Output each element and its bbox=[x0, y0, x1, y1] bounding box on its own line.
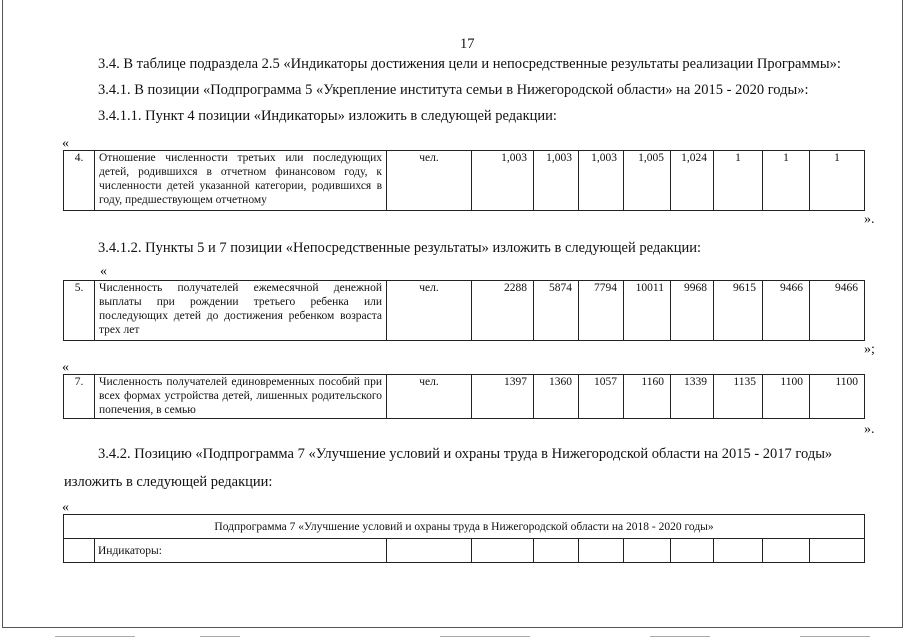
value-cell bbox=[579, 539, 624, 563]
value-cell: 10011 bbox=[624, 281, 671, 341]
row-unit: чел. bbox=[387, 281, 472, 341]
close-quote: ». bbox=[864, 212, 875, 227]
open-quote: « bbox=[62, 500, 69, 515]
table-row bbox=[64, 375, 865, 419]
section-3-4-2: 3.4.2. Позицию «Подпрограмма 7 «Улучшение условий и охраны труда в Нижегородской области на 2015 - 2017 годы» bbox=[98, 446, 833, 462]
value-cell bbox=[671, 539, 714, 563]
subprogram-7-table bbox=[63, 514, 865, 563]
value-cell: 1,003 bbox=[534, 151, 579, 211]
value-cell: 7794 bbox=[579, 281, 624, 341]
row-number: 4. bbox=[64, 151, 95, 211]
value-cell: 1,003 bbox=[579, 151, 624, 211]
row-unit: чел. bbox=[387, 375, 472, 419]
page-border-right bbox=[902, 0, 903, 628]
value-cell: 9466 bbox=[810, 281, 865, 341]
page-number: 17 bbox=[460, 36, 475, 52]
page-border-left bbox=[2, 0, 3, 628]
scan-artifact bbox=[650, 636, 710, 637]
row-description: Отношение численности третьих или последующих детей, родившихся в отчетном финансовом году, к численности детей указанной категории, родившихся в году, предшествующем отчетному bbox=[95, 151, 387, 211]
value-cell: 1339 bbox=[671, 375, 714, 419]
value-cell: 1057 bbox=[579, 375, 624, 419]
value-cell bbox=[714, 539, 763, 563]
page-border-bottom bbox=[2, 627, 903, 628]
result-table-7 bbox=[63, 374, 865, 419]
section-3-4: 3.4. В таблице подраздела 2.5 «Индикаторы достижения цели и непосредственные результаты реализации Программы»: bbox=[98, 56, 841, 72]
scan-artifact bbox=[440, 636, 530, 637]
value-cell: 2288 bbox=[472, 281, 534, 341]
open-quote: « bbox=[100, 264, 107, 279]
value-cell: 1,005 bbox=[624, 151, 671, 211]
table-row bbox=[64, 281, 865, 341]
row-number bbox=[64, 539, 95, 563]
table-row bbox=[64, 151, 865, 211]
open-quote: « bbox=[62, 136, 69, 151]
section-3-4-1: 3.4.1. В позиции «Подпрограмма 5 «Укрепление института семьи в Нижегородской области» на 2015 - 2020 годы»: bbox=[98, 82, 809, 98]
close-quote: ». bbox=[864, 422, 875, 437]
scan-artifact bbox=[200, 636, 240, 637]
row-description: Численность получателей единовременных пособий при всех формах устройства детей, лишенных родительского попечения, в семью bbox=[95, 375, 387, 419]
value-cell: 1397 bbox=[472, 375, 534, 419]
value-cell: 1100 bbox=[763, 375, 810, 419]
row-number: 7. bbox=[64, 375, 95, 419]
result-table-5 bbox=[63, 280, 865, 341]
value-cell: 9968 bbox=[671, 281, 714, 341]
row-number: 5. bbox=[64, 281, 95, 341]
section-3-4-1-2: 3.4.1.2. Пункты 5 и 7 позиции «Непосредственные результаты» изложить в следующей редакции: bbox=[98, 240, 702, 256]
value-cell: 9466 bbox=[763, 281, 810, 341]
value-cell bbox=[763, 539, 810, 563]
section-3-4-2-continued: изложить в следующей редакции: bbox=[64, 474, 273, 490]
value-cell: 1100 bbox=[810, 375, 865, 419]
row-description: Индикаторы: bbox=[95, 539, 387, 563]
indicator-table-4 bbox=[63, 150, 865, 211]
value-cell: 9615 bbox=[714, 281, 763, 341]
open-quote: « bbox=[62, 360, 69, 375]
value-cell: 1,024 bbox=[671, 151, 714, 211]
value-cell: 1 bbox=[714, 151, 763, 211]
table-header-row bbox=[64, 515, 865, 539]
section-3-4-1-1: 3.4.1.1. Пункт 4 позиции «Индикаторы» изложить в следующей редакции: bbox=[98, 108, 557, 124]
value-cell: 5874 bbox=[534, 281, 579, 341]
table-row bbox=[64, 539, 865, 563]
row-description: Численность получателей ежемесячной денежной выплаты при рождении третьего ребенка или последующих детей до достижения ребенком возраста трех лет bbox=[95, 281, 387, 341]
value-cell bbox=[387, 539, 472, 563]
value-cell bbox=[534, 539, 579, 563]
scan-artifact bbox=[800, 636, 870, 637]
value-cell: 1135 bbox=[714, 375, 763, 419]
value-cell bbox=[472, 539, 534, 563]
subprogram-header: Подпрограмма 7 «Улучшение условий и охраны труда в Нижегородской области на 2018 - 2020 годы» bbox=[64, 515, 865, 539]
value-cell bbox=[810, 539, 865, 563]
value-cell bbox=[624, 539, 671, 563]
close-quote: »; bbox=[864, 342, 875, 357]
row-unit: чел. bbox=[387, 151, 472, 211]
value-cell: 1 bbox=[763, 151, 810, 211]
scan-artifact bbox=[55, 636, 135, 637]
value-cell: 1 bbox=[810, 151, 865, 211]
value-cell: 1,003 bbox=[472, 151, 534, 211]
value-cell: 1360 bbox=[534, 375, 579, 419]
value-cell: 1160 bbox=[624, 375, 671, 419]
